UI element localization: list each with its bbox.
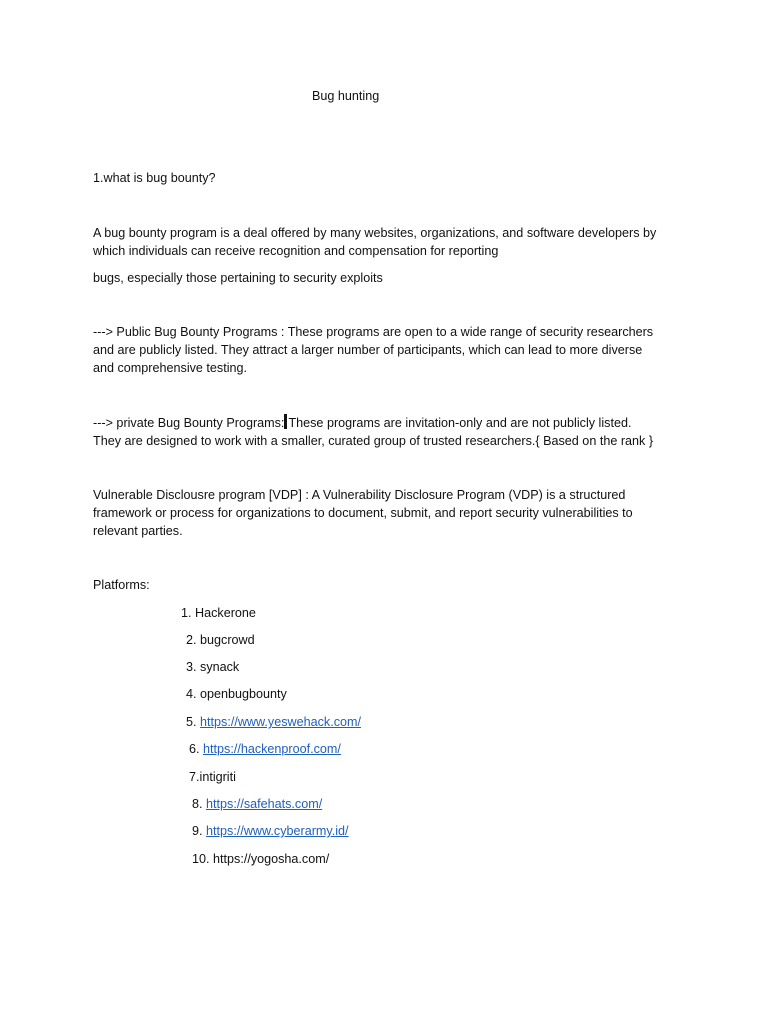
public-line-1: ---> Public Bug Bounty Programs : These programs are open to a wide range of security researchers	[93, 325, 654, 339]
platform-number: 1.	[181, 606, 192, 620]
platform-item	[192, 822, 349, 840]
platform-number: 7.	[189, 770, 200, 784]
vdp-paragraph	[93, 486, 693, 540]
platform-link[interactable]: https://safehats.com/	[206, 797, 323, 811]
platform-text: synack	[200, 660, 240, 674]
platform-number: 9.	[192, 824, 203, 838]
platform-item	[186, 713, 361, 731]
platform-item	[186, 658, 239, 676]
public-line-3: and comprehensive testing.	[93, 361, 248, 375]
private-programs-paragraph[interactable]	[93, 414, 693, 450]
platform-text: bugcrowd	[200, 633, 255, 647]
platform-text: openbugbounty	[200, 687, 287, 701]
definition-line-1: A bug bounty program is a deal offered by many websites, organizations, and software developers by	[93, 226, 657, 240]
definition-line-2: which individuals can receive recognition and compensation for reporting	[93, 244, 499, 258]
platform-text: https://yogosha.com/	[213, 852, 330, 866]
platform-number: 6.	[189, 742, 200, 756]
question-heading: 1.what is bug bounty?	[93, 171, 216, 185]
vdp-line-1: Vulnerable Disclousre program [VDP] : A Vulnerability Disclosure Program (VDP) is a structured	[93, 488, 626, 502]
platform-item	[192, 850, 329, 868]
platform-number: 10.	[192, 852, 210, 866]
platform-item	[186, 631, 255, 649]
private-line-1-start: ---> private Bug Bounty Programs:	[93, 416, 285, 430]
public-programs-paragraph	[93, 323, 693, 377]
platform-number: 2.	[186, 633, 197, 647]
platforms-label: Platforms:	[93, 578, 150, 592]
vdp-line-3: relevant parties.	[93, 524, 183, 538]
platform-item	[189, 768, 236, 786]
platform-text: Hackerone	[195, 606, 256, 620]
public-line-2: and are publicly listed. They attract a larger number of participants, which can lead to more diverse	[93, 343, 643, 357]
platform-item	[186, 685, 287, 703]
document-title: Bug hunting	[312, 89, 380, 103]
definition-continuation: bugs, especially those pertaining to security exploits	[93, 271, 383, 285]
platform-text: intigriti	[199, 770, 236, 784]
private-line-1-end: These programs are invitation-only and are not publicly listed.	[288, 416, 632, 430]
platform-number: 4.	[186, 687, 197, 701]
vdp-line-2: framework or process for organizations to document, submit, and report security vulnerabilities to	[93, 506, 633, 520]
private-line-1	[93, 414, 693, 432]
platform-number: 5.	[186, 715, 197, 729]
platform-number: 8.	[192, 797, 203, 811]
platform-link[interactable]: https://hackenproof.com/	[203, 742, 341, 756]
text-cursor	[284, 414, 287, 429]
platform-number: 3.	[186, 660, 197, 674]
platform-item	[181, 604, 256, 622]
platform-link[interactable]: https://www.yeswehack.com/	[200, 715, 361, 729]
definition-paragraph	[93, 224, 693, 260]
platform-item	[192, 795, 322, 813]
private-line-2: They are designed to work with a smaller, curated group of trusted researchers.{ Based on the rank }	[93, 434, 654, 448]
platform-link[interactable]: https://www.cyberarmy.id/	[206, 824, 349, 838]
platform-item	[189, 740, 341, 758]
